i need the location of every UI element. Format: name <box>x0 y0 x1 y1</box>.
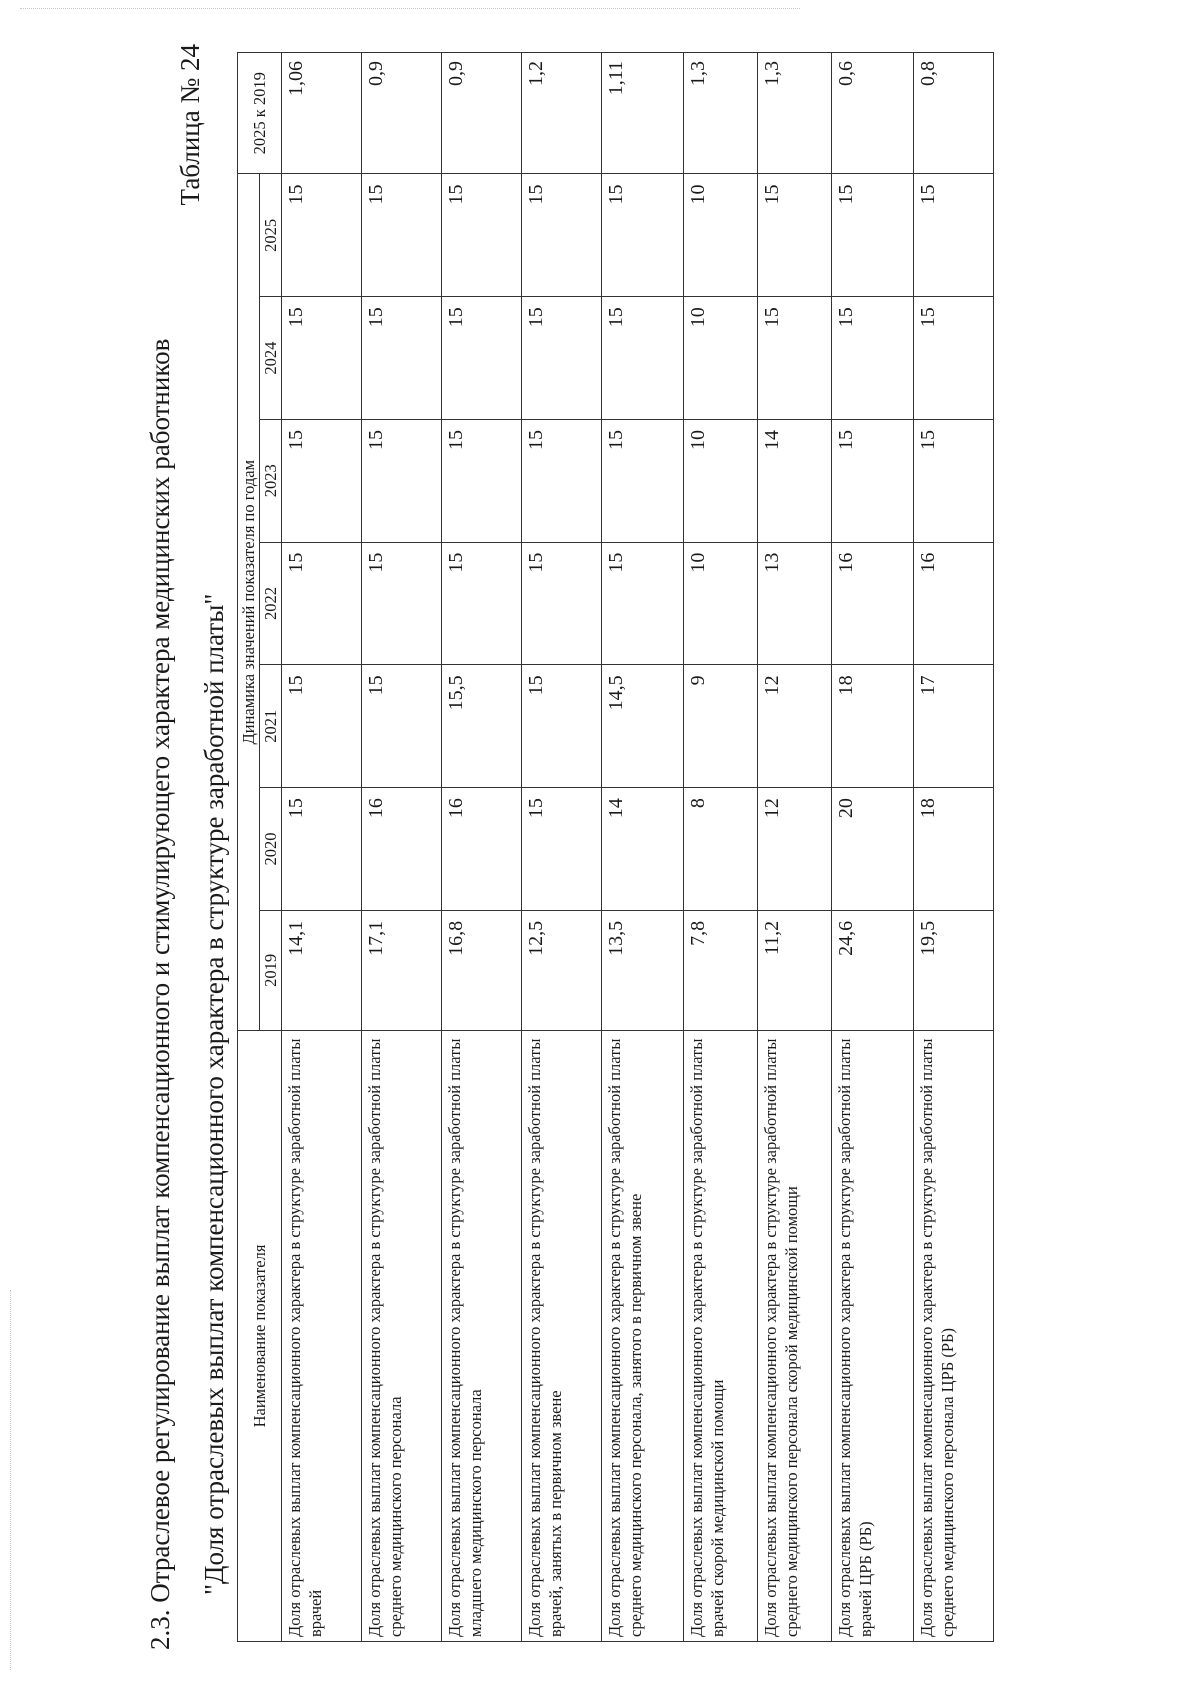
value-cell: 10 <box>684 174 758 297</box>
value-cell: 10 <box>684 297 758 420</box>
rotated-page-content <box>145 40 1095 1650</box>
indicator-name: Доля отраслевых выплат компенсационного характера в структуре заработной платы врачей, занятых в первичном звене <box>522 1030 602 1641</box>
value-cell: 14,1 <box>282 910 362 1030</box>
value-cell: 15 <box>914 297 994 420</box>
table-row <box>362 53 442 1642</box>
scan-edge-left <box>10 1290 11 1670</box>
header-year-6: 2025 <box>260 174 282 297</box>
header-name: Наименование показателя <box>238 1030 282 1641</box>
header-ratio: 2025 к 2019 <box>238 53 282 174</box>
value-cell: 16 <box>832 542 914 665</box>
value-cell: 15 <box>442 174 522 297</box>
value-cell: 15 <box>602 174 684 297</box>
indicator-name: Доля отраслевых выплат компенсационного характера в структуре заработной платы врачей <box>282 1030 362 1641</box>
value-cell: 10 <box>684 542 758 665</box>
header-dynamics: Динамика значений показателя по годам <box>238 174 260 1031</box>
header-year-1: 2020 <box>260 788 282 911</box>
value-cell: 12 <box>758 788 832 911</box>
table-row <box>684 53 758 1642</box>
table-row <box>758 53 832 1642</box>
value-cell: 15 <box>914 174 994 297</box>
ratio-cell: 1,3 <box>758 53 832 174</box>
value-cell: 15 <box>362 419 442 542</box>
ratio-cell: 0,6 <box>832 53 914 174</box>
header-year-5: 2024 <box>260 297 282 420</box>
value-cell: 15 <box>282 419 362 542</box>
value-cell: 15 <box>442 297 522 420</box>
value-cell: 15 <box>362 665 442 788</box>
value-cell: 13,5 <box>602 910 684 1030</box>
header-year-4: 2023 <box>260 419 282 542</box>
value-cell: 15 <box>914 419 994 542</box>
section-heading: 2.3. Отраслевое регулирование выплат компенсационного и стимулирующего характера медицинских работников <box>145 338 175 1650</box>
value-cell: 11,2 <box>758 910 832 1030</box>
value-cell: 15 <box>522 419 602 542</box>
value-cell: 17 <box>914 665 994 788</box>
value-cell: 16 <box>914 542 994 665</box>
table-number: Таблица № 24 <box>175 44 205 206</box>
value-cell: 17,1 <box>362 910 442 1030</box>
value-cell: 15 <box>282 542 362 665</box>
table-row <box>522 53 602 1642</box>
value-cell: 8 <box>684 788 758 911</box>
table-row <box>442 53 522 1642</box>
value-cell: 16 <box>442 788 522 911</box>
value-cell: 7,8 <box>684 910 758 1030</box>
value-cell: 15 <box>522 174 602 297</box>
indicator-name: Доля отраслевых выплат компенсационного характера в структуре заработной платы младшего медицинского персонала <box>442 1030 522 1641</box>
table-row <box>832 53 914 1642</box>
ratio-cell: 1,3 <box>684 53 758 174</box>
value-cell: 18 <box>832 665 914 788</box>
ratio-cell: 1,06 <box>282 53 362 174</box>
table-body <box>282 53 994 1642</box>
value-cell: 15 <box>832 297 914 420</box>
value-cell: 12 <box>758 665 832 788</box>
indicator-name: Доля отраслевых выплат компенсационного характера в структуре заработной платы среднего медицинского персонала ЦРБ (РБ) <box>914 1030 994 1641</box>
indicator-name: Доля отраслевых выплат компенсационного характера в структуре заработной платы врачей скорой медицинской помощи <box>684 1030 758 1641</box>
value-cell: 15,5 <box>442 665 522 788</box>
value-cell: 15 <box>282 297 362 420</box>
value-cell: 24,6 <box>832 910 914 1030</box>
value-cell: 15 <box>282 788 362 911</box>
ratio-cell: 0,8 <box>914 53 994 174</box>
value-cell: 15 <box>522 788 602 911</box>
value-cell: 18 <box>914 788 994 911</box>
value-cell: 15 <box>758 297 832 420</box>
value-cell: 15 <box>522 665 602 788</box>
value-cell: 15 <box>832 174 914 297</box>
value-cell: 10 <box>684 419 758 542</box>
value-cell: 14 <box>758 419 832 542</box>
header-year-2: 2021 <box>260 665 282 788</box>
table-row <box>602 53 684 1642</box>
ratio-cell: 0,9 <box>442 53 522 174</box>
value-cell: 12,5 <box>522 910 602 1030</box>
scan-edge-top <box>20 8 800 9</box>
value-cell: 15 <box>282 174 362 297</box>
table-title: "Доля отраслевых выплат компенсационного характера в структуре заработной платы" <box>199 593 229 1595</box>
value-cell: 9 <box>684 665 758 788</box>
header-year-0: 2019 <box>260 910 282 1030</box>
value-cell: 15 <box>442 419 522 542</box>
header-year-3: 2022 <box>260 542 282 665</box>
value-cell: 15 <box>442 542 522 665</box>
indicator-name: Доля отраслевых выплат компенсационного характера в структуре заработной платы среднего медицинского персонала скорой медицинской помощи <box>758 1030 832 1641</box>
value-cell: 15 <box>758 174 832 297</box>
ratio-cell: 1,2 <box>522 53 602 174</box>
value-cell: 15 <box>832 419 914 542</box>
value-cell: 15 <box>602 419 684 542</box>
value-cell: 20 <box>832 788 914 911</box>
ratio-cell: 1,11 <box>602 53 684 174</box>
value-cell: 15 <box>602 297 684 420</box>
value-cell: 15 <box>522 542 602 665</box>
value-cell: 13 <box>758 542 832 665</box>
indicator-name: Доля отраслевых выплат компенсационного характера в структуре заработной платы врачей ЦРБ (РБ) <box>832 1030 914 1641</box>
value-cell: 14 <box>602 788 684 911</box>
value-cell: 19,5 <box>914 910 994 1030</box>
table-row <box>282 53 362 1642</box>
indicator-name: Доля отраслевых выплат компенсационного характера в структуре заработной платы среднего медицинского персонала <box>362 1030 442 1641</box>
indicator-table <box>237 52 994 1642</box>
value-cell: 15 <box>362 174 442 297</box>
value-cell: 15 <box>522 297 602 420</box>
table-row <box>914 53 994 1642</box>
value-cell: 16 <box>362 788 442 911</box>
ratio-cell: 0,9 <box>362 53 442 174</box>
value-cell: 15 <box>282 665 362 788</box>
indicator-name: Доля отраслевых выплат компенсационного характера в структуре заработной платы среднего медицинского персонала, занятого в первичном звене <box>602 1030 684 1641</box>
value-cell: 15 <box>362 297 442 420</box>
value-cell: 15 <box>362 542 442 665</box>
value-cell: 15 <box>602 542 684 665</box>
value-cell: 16,8 <box>442 910 522 1030</box>
value-cell: 14,5 <box>602 665 684 788</box>
